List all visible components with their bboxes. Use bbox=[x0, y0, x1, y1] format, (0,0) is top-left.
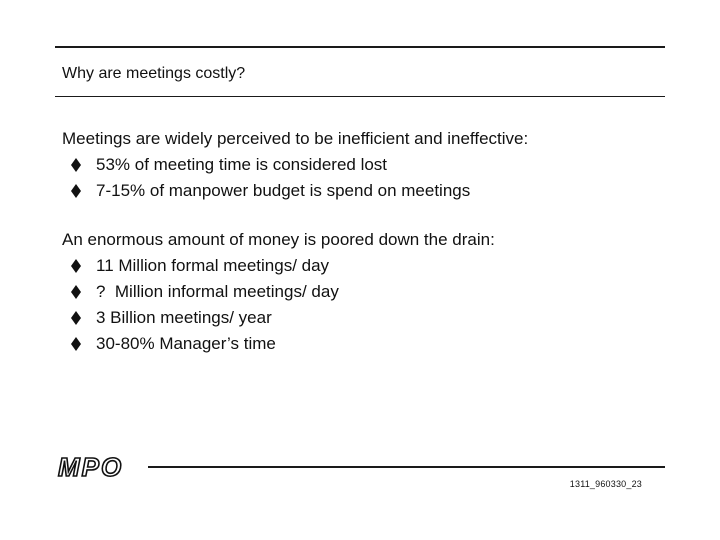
bullet-text: 3 Billion meetings/ year bbox=[96, 308, 272, 327]
footer-rule bbox=[148, 466, 665, 468]
list-item bbox=[62, 334, 495, 354]
title-divider bbox=[55, 96, 665, 97]
diamond-bullet-icon bbox=[62, 337, 96, 351]
slide-title: Why are meetings costly? bbox=[62, 65, 246, 82]
list-item bbox=[62, 155, 528, 175]
section-heading: An enormous amount of money is poored down the drain: bbox=[62, 230, 495, 249]
bullet-text: 7-15% of manpower budget is spend on meetings bbox=[96, 181, 471, 200]
diamond-bullet-icon bbox=[62, 311, 96, 325]
list-item bbox=[62, 181, 528, 201]
bullet-text: ? Million informal meetings/ day bbox=[96, 282, 339, 301]
slide-code: 1311_960330_23 bbox=[569, 479, 642, 489]
diamond-bullet-icon bbox=[62, 158, 96, 172]
logo-text: MPO bbox=[58, 453, 124, 481]
diamond-bullet-icon bbox=[62, 259, 96, 273]
mpo-logo bbox=[54, 453, 148, 486]
bullet-text: 53% of meeting time is considered lost bbox=[96, 155, 388, 174]
diamond-bullet-icon bbox=[62, 184, 96, 198]
section-money-drain bbox=[62, 230, 495, 360]
bullet-text: 30-80% Manager’s time bbox=[96, 334, 276, 353]
list-item bbox=[62, 308, 495, 328]
list-item bbox=[62, 282, 495, 302]
section-heading: Meetings are widely perceived to be inefficient and ineffective: bbox=[62, 129, 529, 148]
diamond-bullet-icon bbox=[62, 285, 96, 299]
section-meetings-perception bbox=[62, 129, 528, 207]
list-item bbox=[62, 256, 495, 276]
top-rule bbox=[55, 46, 665, 48]
bullet-text: 11 Million formal meetings/ day bbox=[96, 256, 330, 275]
